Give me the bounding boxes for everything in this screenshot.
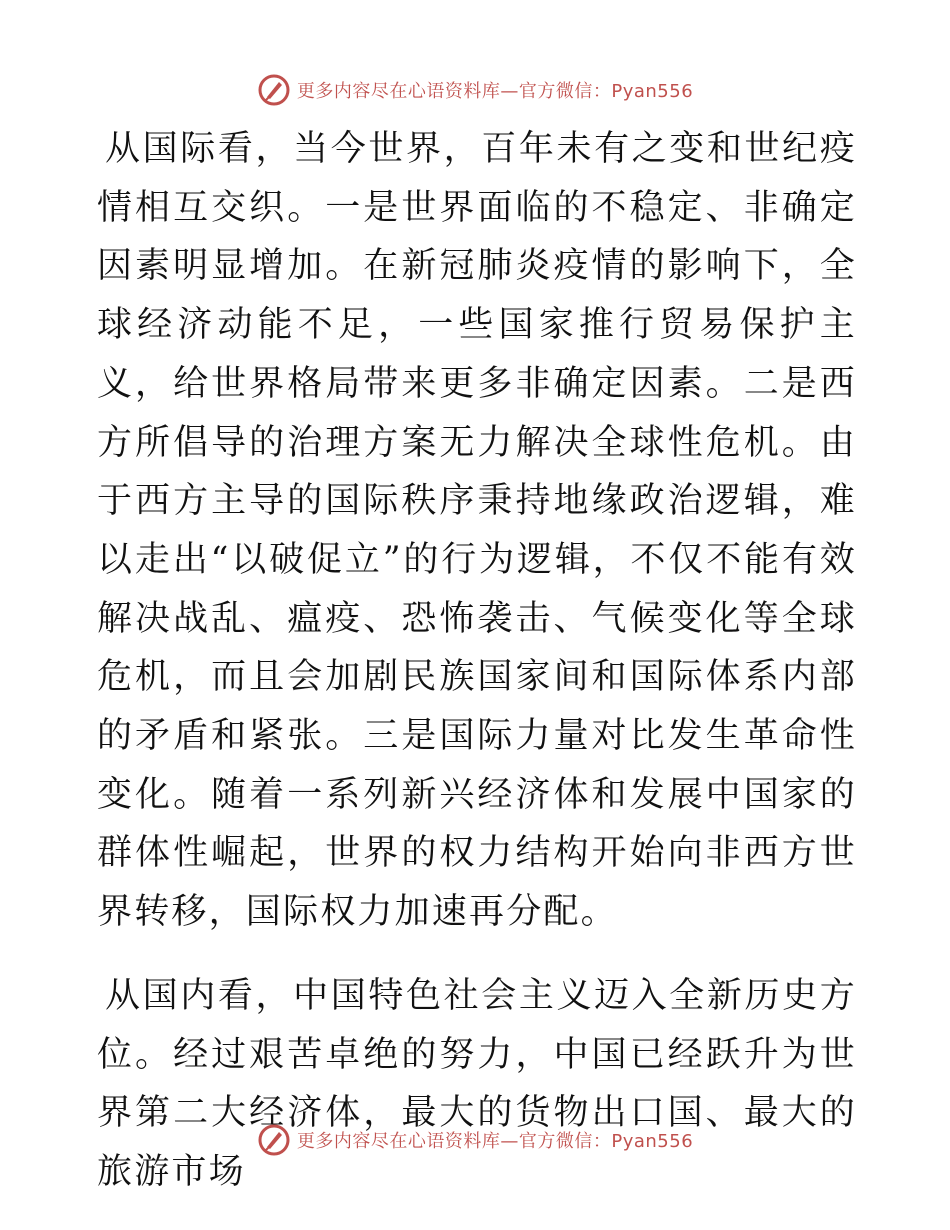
quill-logo-icon	[257, 73, 291, 107]
watermark-text: 更多内容尽在心语资料库—官方微信：Pyan556	[296, 1131, 694, 1152]
paragraph-international: 从国际看，当今世界，百年未有之变和世纪疫情相互交织。一是世界面临的不稳定、非确定因素明显增加。在新冠肺炎疫情的影响下，全球经济动能不足，一些国家推行贸易保护主义，给世界格局带来更多非确定因素。二是西方所倡导的治理方案无力解决全球性危机。由于西方主导的国际秩序秉持地缘政治逻辑，难以走出“以破促立”的行为逻辑，不仅不能有效解决战乱、瘟疫、恐怖袭击、气候变化等全球危机，而且会加剧民族国家间和国际体系内部的矛盾和紧张。三是国际力量对比发生革命性变化。随着一系列新兴经济体和发展中国家的群体性崛起，世界的权力结构开始向非西方世界转移，国际权力加速再分配。	[97, 129, 857, 933]
paragraph-domestic: 从国内看，中国特色社会主义迈入全新历史方位。经过艰苦卓绝的努力，中国已经跃升为世界第二大经济体，最大的货物出口国、最大的旅游市场	[97, 975, 857, 1192]
header-watermark	[0, 70, 950, 110]
footer-watermark	[0, 1120, 950, 1160]
watermark-text: 更多内容尽在心语资料库—官方微信：Pyan556	[296, 81, 694, 102]
quill-logo-icon	[257, 1123, 291, 1157]
document-body	[97, 120, 857, 1202]
